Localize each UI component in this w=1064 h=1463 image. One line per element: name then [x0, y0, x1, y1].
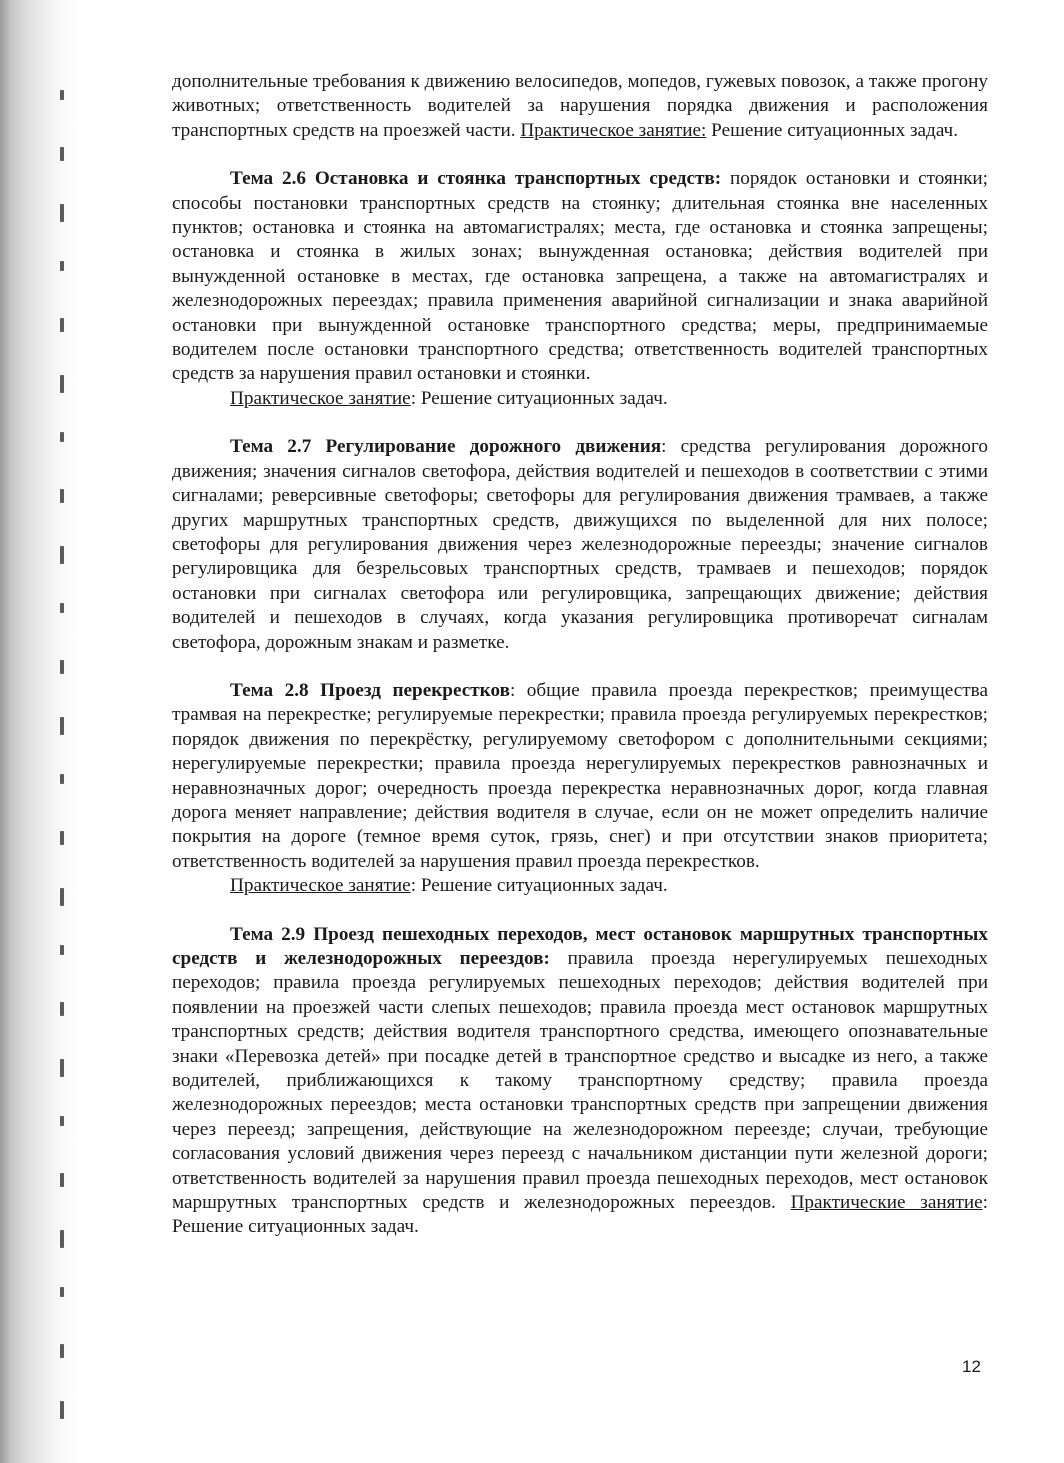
binding-hole-mark	[60, 1116, 64, 1126]
binding-hole-mark	[60, 888, 64, 906]
binding-hole-mark	[60, 546, 64, 564]
binding-hole-mark	[60, 717, 64, 735]
binding-hole-mark	[60, 1173, 64, 1187]
intro-text: дополнительные требования к движению велосипедов, мопедов, гужевых повозок, а также прогону животных; ответственность водителей за нарушения порядка движения и расположения транспортных средств на проезжей части.	[172, 71, 988, 141]
topic-title: Проезд перекрестков	[320, 679, 510, 701]
topic-body: : общие правила проезда перекрестков; преимущества трамвая на перекрестке; регулируемые перекрестки; правила проезда регулируемых перекрестков; порядок движения по перекрёстку, регулируемому светофором с дополнительными секциями; нерегулируемые перекрестки; правила проезда нерегулируемых перекрестков равнозначных и неравнозначных дорог; очередность проезда перекрестка неравнозначных дорог, когда главная дорога меняет направление; действия водителя в случае, если он не может определить наличие покрытия на дороге (темное время суток, грязь, снег) и при отсутствии знаков приоритета; ответственность водителей за нарушения правил проезда перекрестков.	[172, 679, 988, 872]
topic-2-7-paragraph	[172, 435, 988, 655]
binding-hole-mark	[60, 147, 64, 161]
topic-2-6-paragraph	[172, 167, 988, 387]
practical-text: : Решение ситуационных задач.	[410, 875, 668, 897]
binding-hole-mark	[60, 831, 64, 845]
binding-hole-mark	[60, 1287, 64, 1297]
practical-label: Практические занятие	[790, 1192, 983, 1214]
topic-title: Регулирование дорожного движения	[325, 436, 662, 458]
binding-hole-mark	[60, 261, 64, 271]
binding-hole-mark	[60, 1230, 64, 1248]
topic-label: Тема 2.9	[230, 923, 306, 945]
scan-binding-shadow	[0, 0, 80, 1463]
topic-body: порядок остановки и стоянки; способы постановки транспортных средств на стоянку; длительная стоянка вне населенных пунктов; остановка и стоянка на автомагистралях; места, где остановка и стоянка запрещены; остановка и стоянка в жилых зонах; вынужденная остановка; действия водителей при вынужденной остановке в местах, где остановка запрещена, а также на автомагистралях и железнодорожных переездах; правила применения аварийной сигнализации и знака аварийной остановки при вынужденной остановке транспортного средства; меры, предпринимаемые водителем после остановки транспортного средства; ответственность водителей транспортных средств за нарушения правил остановки и стоянки.	[172, 168, 989, 385]
binding-hole-mark	[60, 489, 64, 503]
practical-text: : Решение ситуационных задач.	[410, 387, 668, 409]
binding-hole-mark	[60, 375, 64, 393]
binding-hole-mark	[60, 90, 64, 100]
binding-hole-mark	[60, 432, 64, 442]
practical-text: Решение ситуационных задач.	[706, 119, 959, 141]
binding-hole-mark	[60, 945, 64, 955]
binding-hole-mark	[60, 318, 64, 332]
binding-hole-mark	[60, 660, 64, 674]
binding-hole-mark	[60, 1059, 64, 1077]
binding-hole-mark	[60, 204, 64, 222]
practical-label: Практическое занятие	[230, 875, 411, 897]
binding-hole-mark	[60, 603, 64, 613]
practical-label: Практическое занятие	[230, 387, 411, 409]
topic-2-8-paragraph	[172, 679, 988, 874]
intro-paragraph	[172, 70, 988, 143]
binding-hole-mark	[60, 1401, 64, 1419]
topic-title: Остановка и стоянка транспортных средств:	[314, 168, 722, 190]
practical-label: Практическое занятие:	[520, 119, 707, 141]
topic-label: Тема 2.8	[230, 679, 309, 701]
topic-label: Тема 2.7	[230, 436, 312, 458]
binding-hole-mark	[60, 774, 64, 784]
binding-hole-mark	[60, 1344, 64, 1358]
topic-2-8-practical	[172, 874, 988, 898]
binding-hole-mark	[60, 1002, 64, 1016]
topic-label: Тема 2.6	[230, 168, 306, 190]
topic-body: : средства регулирования дорожного движения; значения сигналов светофора, действия водителей и пешеходов в соответствии с этими сигналами; реверсивные светофоры; светофоры для регулирования движения трамваев, а также других маршрутных транспортных средств, движущихся по выделенной для них полосе; светофоры для регулирования движения через железнодорожные переезды; значение сигналов регулировщика для безрельсовых транспортных средств, трамваев и пешеходов; порядок остановки при сигналах светофора или регулировщика, запрещающих движение; действия водителей и пешеходов в случаях, когда указания регулировщика противоречат сигналам светофора, дорожным знакам и разметке.	[172, 436, 989, 653]
topic-2-6-practical	[172, 387, 988, 411]
document-page	[172, 70, 988, 1240]
topic-body: правила проезда нерегулируемых пешеходных переходов; правила проезда регулируемых пешеходных переходов; действия водителей при появлении на проезжей части слепых пешеходов; правила проезда мест остановок маршрутных транспортных средств; действия водителя транспортного средства, имеющего опознавательные знаки «Перевозка детей» при посадке детей в транспортное средство и высадке из него, а также водителей, приближающихся к такому транспортному средству; правила проезда железнодорожных переездов; места остановки транспортных средств при запрещении движения через переезд; запрещения, действующие на железнодорожном переезде; случаи, требующие согласования условий движения через переезд с начальником дистанции пути железной дороги; ответственность водителей за нарушения правил проезда пешеходных переходов, мест остановок маршрутных транспортных средств и железнодорожных переездов.	[172, 948, 988, 1214]
topic-title: Проезд пешеходных переходов, мест остановок маршрутных транспортных средств и железнодорожных переездов:	[172, 923, 988, 969]
topic-2-9-paragraph	[172, 923, 988, 1240]
page-number: 12	[962, 1357, 981, 1376]
practical-text: : Решение ситуационных задач.	[172, 1192, 988, 1238]
